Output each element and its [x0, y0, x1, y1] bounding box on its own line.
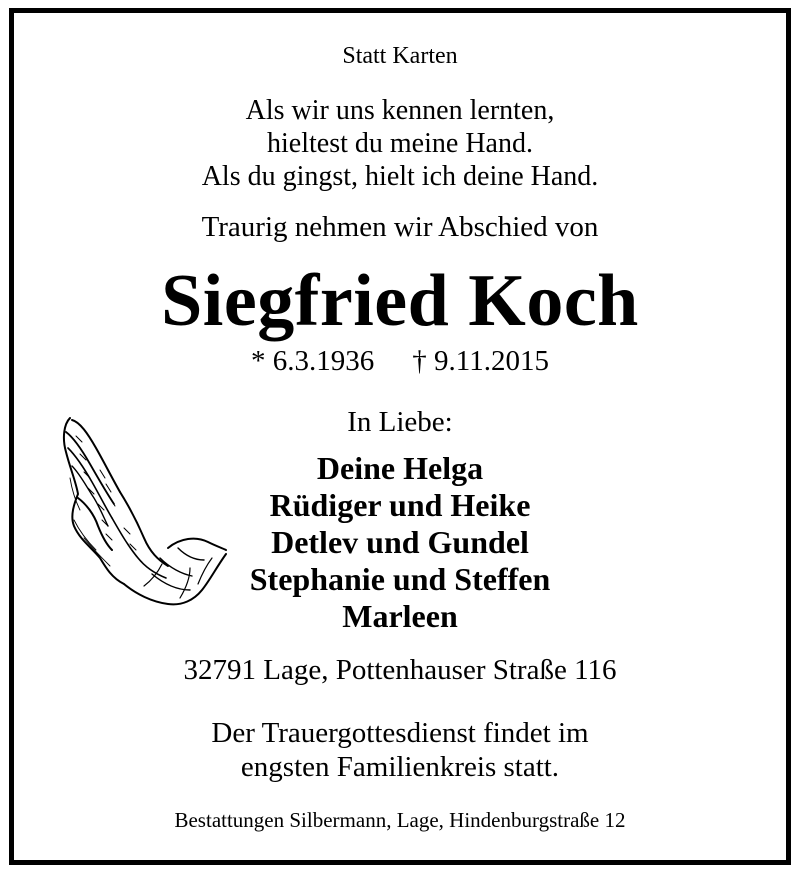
- farewell-intro: Traurig nehmen wir Abschied von: [201, 211, 599, 243]
- undertaker-info: Bestattungen Silbermann, Lage, Hindenburgstraße 12: [174, 808, 626, 832]
- service-line: engsten Familienkreis statt.: [240, 751, 560, 783]
- death-date: † 9.11.2015: [412, 345, 549, 377]
- mourner-name: Rüdiger und Heike: [269, 487, 531, 523]
- mourner-name: Stephanie und Steffen: [249, 561, 551, 597]
- mourner-list: [0, 450, 800, 635]
- mourner-name: Marleen: [342, 598, 458, 634]
- life-dates: [0, 347, 800, 376]
- family-address: 32791 Lage, Pottenhauser Straße 116: [183, 654, 617, 686]
- deceased-name: Siegfried Koch: [161, 260, 639, 342]
- poem-line: Als du gingst, hielt ich deine Hand.: [201, 161, 599, 192]
- service-line: Der Trauergottesdienst findet im: [211, 717, 589, 749]
- mourner-name: Deine Helga: [316, 450, 484, 486]
- birth-date: * 6.3.1936: [251, 345, 375, 377]
- notice-header: Statt Karten: [342, 43, 458, 69]
- mourner-name: Detlev und Gundel: [271, 524, 529, 560]
- poem-line: hieltest du meine Hand.: [267, 128, 533, 159]
- service-info: [0, 716, 800, 784]
- love-label: In Liebe:: [347, 406, 453, 438]
- poem-line: Als wir uns kennen lernten,: [245, 95, 555, 126]
- poem: [0, 94, 800, 193]
